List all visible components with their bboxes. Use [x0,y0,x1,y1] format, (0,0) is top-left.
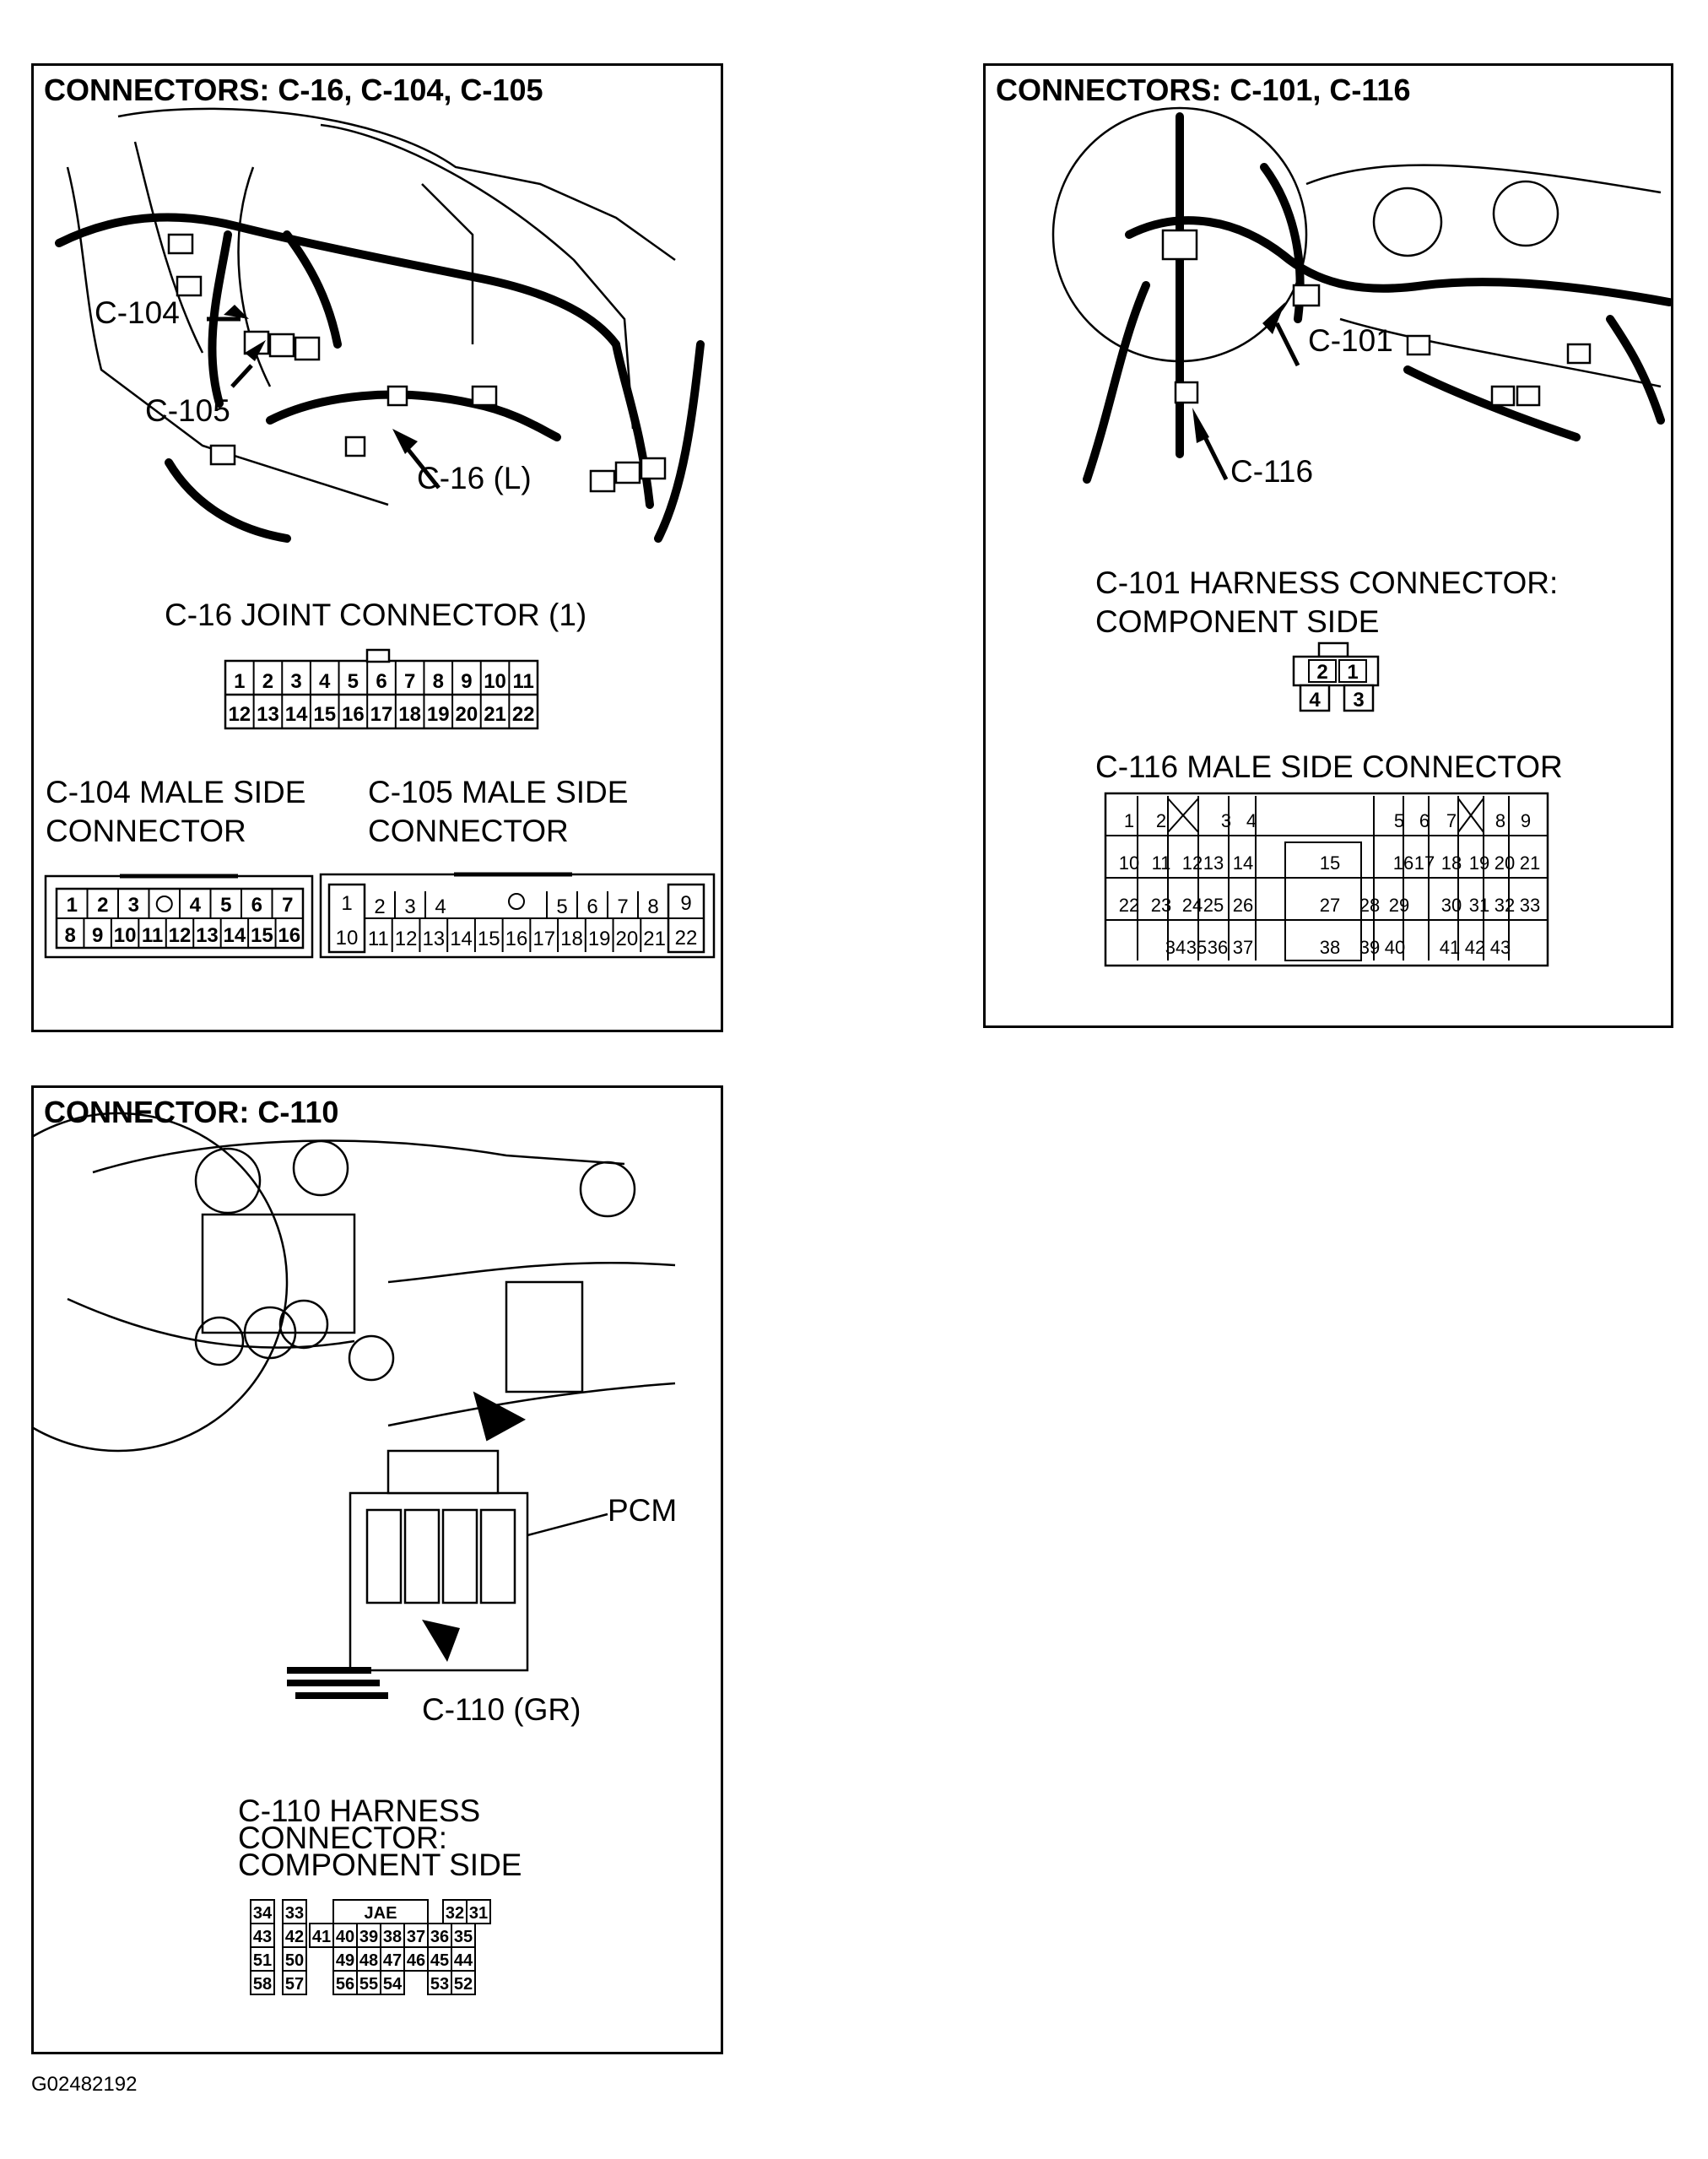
pin-label: 56 [335,1975,355,1994]
pin-label: 34 [1165,937,1186,958]
pin-label: 11 [1151,852,1171,874]
pin-label: 9 [680,892,692,915]
pin-label: 23 [1150,895,1172,916]
pin-label: 10 [484,670,506,693]
pin-label: 8 [647,896,659,918]
pin-label: 51 [252,1951,273,1970]
pin-label: 37 [1232,937,1254,958]
pin-label: 15 [313,703,337,726]
pin-label: 21 [643,928,666,950]
pin-label: 22 [674,927,698,950]
pin-label: 2 [374,896,386,918]
pin-label: 34 [252,1904,273,1923]
pin-label: 45 [430,1951,450,1970]
pin-label: 2 [1155,810,1167,831]
pin-label: 28 [1359,895,1381,916]
pin-label: 12 [1181,852,1203,874]
pin-label: 19 [1468,852,1490,874]
pin-label: 14 [450,928,473,950]
pin-label: 12 [228,703,251,726]
pin-label: 6 [251,894,262,917]
pin-label: 4 [435,896,446,918]
pin-label: 3 [1220,810,1232,831]
pin-label: 30 [1440,895,1462,916]
pin-label: 12 [394,928,418,950]
pin-label: 31 [468,1904,489,1923]
dashboard-pcm-illustration [34,1088,721,1729]
pin-label: 7 [282,894,294,917]
manufacturer-label: JAE [364,1904,397,1923]
pin-label: 18 [560,928,583,950]
pin-label: 16 [278,924,301,947]
pin-label: 32 [445,1904,465,1923]
pin-label: 14 [284,703,308,726]
pin-label: 40 [335,1928,355,1946]
pin-label: 18 [398,703,421,726]
pin-label: 43 [1489,937,1511,958]
pin-label: 31 [1468,895,1490,916]
pin-label: 17 [1413,852,1435,874]
panel-title: CONNECTORS: C-16, C-104, C-105 [44,73,550,108]
pin-label: 26 [1232,895,1254,916]
pin-label: 20 [455,703,478,726]
pin-label: 17 [370,703,393,726]
c16-connector-face [224,648,544,733]
pin-label: 43 [252,1928,273,1946]
pin-label: 6 [376,670,387,693]
pin-label: 21 [484,703,506,726]
c16-caption: C-16 JOINT CONNECTOR (1) [165,598,587,632]
pin-label: 4 [1246,810,1257,831]
pin-label: 36 [1207,937,1229,958]
pin-label: 50 [284,1951,305,1970]
pin-label: 58 [252,1975,273,1994]
pin-label: 37 [406,1928,426,1946]
pin-label: 46 [406,1951,426,1970]
pin-label: 16 [342,703,365,726]
pin-label: 54 [382,1975,403,1994]
pin-label: 6 [586,896,598,918]
callout-c101: C-101 [1308,323,1393,358]
c104-connector-face [44,868,316,960]
callout-c105: C-105 [145,393,230,428]
pin-label: 38 [1319,937,1341,958]
pin-label: 13 [422,928,446,950]
pin-label: 13 [1203,852,1224,874]
c105-caption-1: C-105 MALE SIDE [368,775,629,809]
pin-label: 24 [1181,895,1203,916]
pin-label: 8 [1494,810,1506,831]
pin-label: 7 [1446,810,1457,831]
pin-label: 15 [250,924,273,947]
pin-label: 20 [1494,852,1516,874]
c116-connector-face [1104,792,1551,969]
pin-label: 39 [1359,937,1381,958]
pin-label: 3 [127,894,139,917]
pin-label: 33 [284,1904,305,1923]
pin-label: 13 [257,703,279,726]
pin-label: 2 [97,894,109,917]
pin-label: 1 [66,894,78,917]
pin-label: 10 [1118,852,1140,874]
pin-label: 1 [341,892,353,915]
pin-label: 22 [511,703,535,726]
panel-c110 [31,1085,723,2054]
c110-caption-3: COMPONENT SIDE [238,1848,522,1882]
c101-connector-face [1285,641,1386,717]
pin-label: 55 [359,1975,379,1994]
pin-label: 38 [382,1928,403,1946]
c101-caption-2: COMPONENT SIDE [1095,604,1380,639]
pin-label: 20 [615,928,639,950]
pin-label: 36 [430,1928,450,1946]
pin-label: 35 [1186,937,1208,958]
pin-label: 5 [556,896,568,918]
callout-pcm: PCM [608,1493,678,1528]
callout-c104: C-104 [95,295,180,330]
panel-title: CONNECTORS: C-101, C-116 [996,73,1417,108]
pin-label: 41 [1439,937,1461,958]
pin-label: 5 [220,894,232,917]
pin-label: 15 [1319,852,1341,874]
pin-label: 53 [430,1975,450,1994]
pin-label: 8 [432,670,444,693]
pin-label: 4 [319,670,331,693]
pin-label: 16 [505,928,528,950]
callout-c110: C-110 (GR) [422,1692,581,1727]
c110-connector-face [249,1898,519,2008]
pin-label: 3 [404,896,416,918]
pin-label: 3 [290,670,302,693]
pin-label: 48 [359,1951,379,1970]
pin-label: 29 [1388,895,1410,916]
pin-label: 14 [1232,852,1254,874]
c101-caption-1: C-101 HARNESS CONNECTOR: [1095,565,1559,600]
pin-label: 40 [1384,937,1406,958]
pin-label: 13 [196,924,219,947]
pin-label: 27 [1319,895,1341,916]
pin-label: 16 [1392,852,1414,874]
pin-label: 6 [1419,810,1430,831]
pin-label: 9 [91,924,104,947]
pin-label: 1 [1347,661,1359,684]
pin-label: 11 [367,928,389,950]
pin-label: 18 [1440,852,1462,874]
pin-label: 41 [311,1928,332,1946]
pin-label: 9 [461,670,473,693]
figure-code: G02482192 [31,2073,138,2096]
pin-label: 10 [113,924,137,947]
pin-label: 8 [64,924,76,947]
pin-label: 22 [1118,895,1140,916]
pin-label: 12 [168,924,192,947]
pin-label: 44 [453,1951,473,1970]
pin-label: 52 [453,1975,473,1994]
pin-label: 15 [477,928,500,950]
pin-label: 33 [1519,895,1541,916]
pin-label: 2 [1316,661,1328,684]
pin-label: 25 [1203,895,1224,916]
c105-connector-face [319,866,717,960]
pin-label: 7 [617,896,629,918]
pin-label: 10 [335,927,359,950]
pin-label: 42 [1464,937,1486,958]
pin-label: 9 [1520,810,1532,831]
c104-caption-1: C-104 MALE SIDE [46,775,306,809]
pin-label: 3 [1353,689,1365,712]
pin-label: 57 [284,1975,305,1994]
pin-label: 47 [382,1951,403,1970]
pin-label: 11 [141,924,164,947]
pin-label: 7 [403,670,416,693]
pin-label: 32 [1494,895,1516,916]
pin-label: 4 [189,894,201,917]
pin-label: 1 [1123,810,1135,831]
pin-label: 42 [284,1928,305,1946]
dashboard-harness-illustration [986,66,1671,538]
pin-label: 17 [532,928,556,950]
pin-label: 39 [359,1928,379,1946]
pin-label: 5 [347,670,359,693]
panel-c101-c116 [983,63,1673,1028]
pin-label: 21 [1519,852,1541,874]
pin-label: 5 [1393,810,1405,831]
dashboard-harness-illustration [34,66,721,606]
pin-label: 35 [453,1928,473,1946]
c110-caption-2: CONNECTOR: [238,1821,448,1855]
c105-caption-2: CONNECTOR [368,814,569,848]
pin-label: 14 [223,924,246,947]
pin-label: 4 [1309,689,1321,712]
pin-label: 11 [512,670,534,693]
c116-caption: C-116 MALE SIDE CONNECTOR [1095,749,1563,784]
pin-label: 19 [587,928,611,950]
c110-caption-1: C-110 HARNESS [238,1794,481,1828]
callout-c116: C-116 [1230,454,1314,489]
c104-caption-2: CONNECTOR [46,814,246,848]
pin-label: 2 [262,670,274,693]
panel-c16-c104-c105 [31,63,723,1032]
pin-label: 49 [335,1951,355,1970]
pin-label: 1 [234,670,246,693]
callout-c16: C-16 (L) [417,461,532,495]
pin-label: 19 [426,703,450,726]
panel-title: CONNECTOR: C-110 [44,1095,345,1130]
